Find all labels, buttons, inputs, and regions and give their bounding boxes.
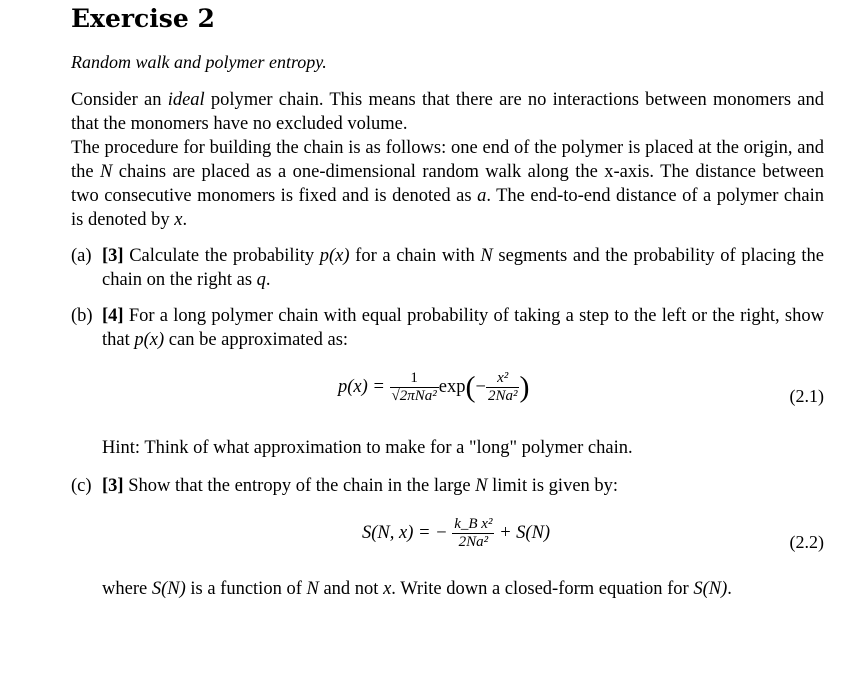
question-a-label: (a) bbox=[71, 246, 92, 266]
eq2-fraction bbox=[452, 516, 494, 551]
eq1-fraction bbox=[390, 370, 439, 405]
equation-2-1-number: (2.1) bbox=[789, 386, 824, 406]
eq1-inner-fraction bbox=[486, 370, 520, 405]
eq1-denominator: √2πNa² bbox=[391, 388, 437, 404]
exercise-subtitle: Random walk and polymer entropy. bbox=[71, 52, 327, 72]
eq2-rhs: + S(N) bbox=[499, 522, 551, 543]
question-c-text: [3] Show that the entropy of the chain in the large N limit is given by: bbox=[102, 476, 619, 496]
where-text: where S(N) is a function of N and not x. Write down a closed-form equation for S(N). bbox=[102, 579, 732, 599]
exercise-title: Exercise 2 bbox=[71, 4, 215, 33]
question-a-text: [3] Calculate the probability p(x) for a chain with N segments and the probability of placing the chain on the right as q. bbox=[102, 246, 824, 290]
eq1-inner-numerator: x² bbox=[497, 370, 509, 386]
intro-paragraph-1: Consider an ideal polymer chain. This means that there are no interactions between monomers and that the monomers have no excluded volume. bbox=[71, 90, 825, 134]
eq1-inner-denominator: 2Na² bbox=[487, 388, 518, 404]
question-b-text: [4] For a long polymer chain with equal probability of taking a step to the left or the right, show that p(x) can be approximated as: bbox=[102, 306, 824, 350]
eq2-lhs: S(N, x) = − bbox=[362, 522, 448, 543]
eq2-numerator: k_B x² bbox=[454, 516, 493, 532]
question-c-label: (c) bbox=[71, 476, 92, 496]
hint-text: Hint: Think of what approximation to make for a "long" polymer chain. bbox=[102, 438, 633, 458]
equation-2-1: p(x) = $\frac{1}{\text{√2πNa²}}$ exp(− $\frac{\text{x²}}{\text{2Na²}}$ ) bbox=[338, 370, 530, 404]
eq1-lhs: p(x) = bbox=[338, 376, 385, 397]
eq1-numerator: 1 bbox=[410, 370, 418, 386]
equation-2-2 bbox=[362, 516, 550, 551]
equation-2-2-number: (2.2) bbox=[789, 532, 824, 552]
eq1-exp: exp bbox=[438, 376, 466, 397]
intro-paragraph-2: The procedure for building the chain is as follows: one end of the polymer is placed at the origin, and the N chains are placed as a one-dimensional random walk along the x-axis. The distance between two consecutive monomers is fixed and is denoted as a. The end-to-end distance of a polymer chain is denoted by x. bbox=[71, 138, 824, 230]
question-b-label: (b) bbox=[71, 306, 93, 326]
eq2-denominator: 2Na² bbox=[452, 533, 494, 551]
